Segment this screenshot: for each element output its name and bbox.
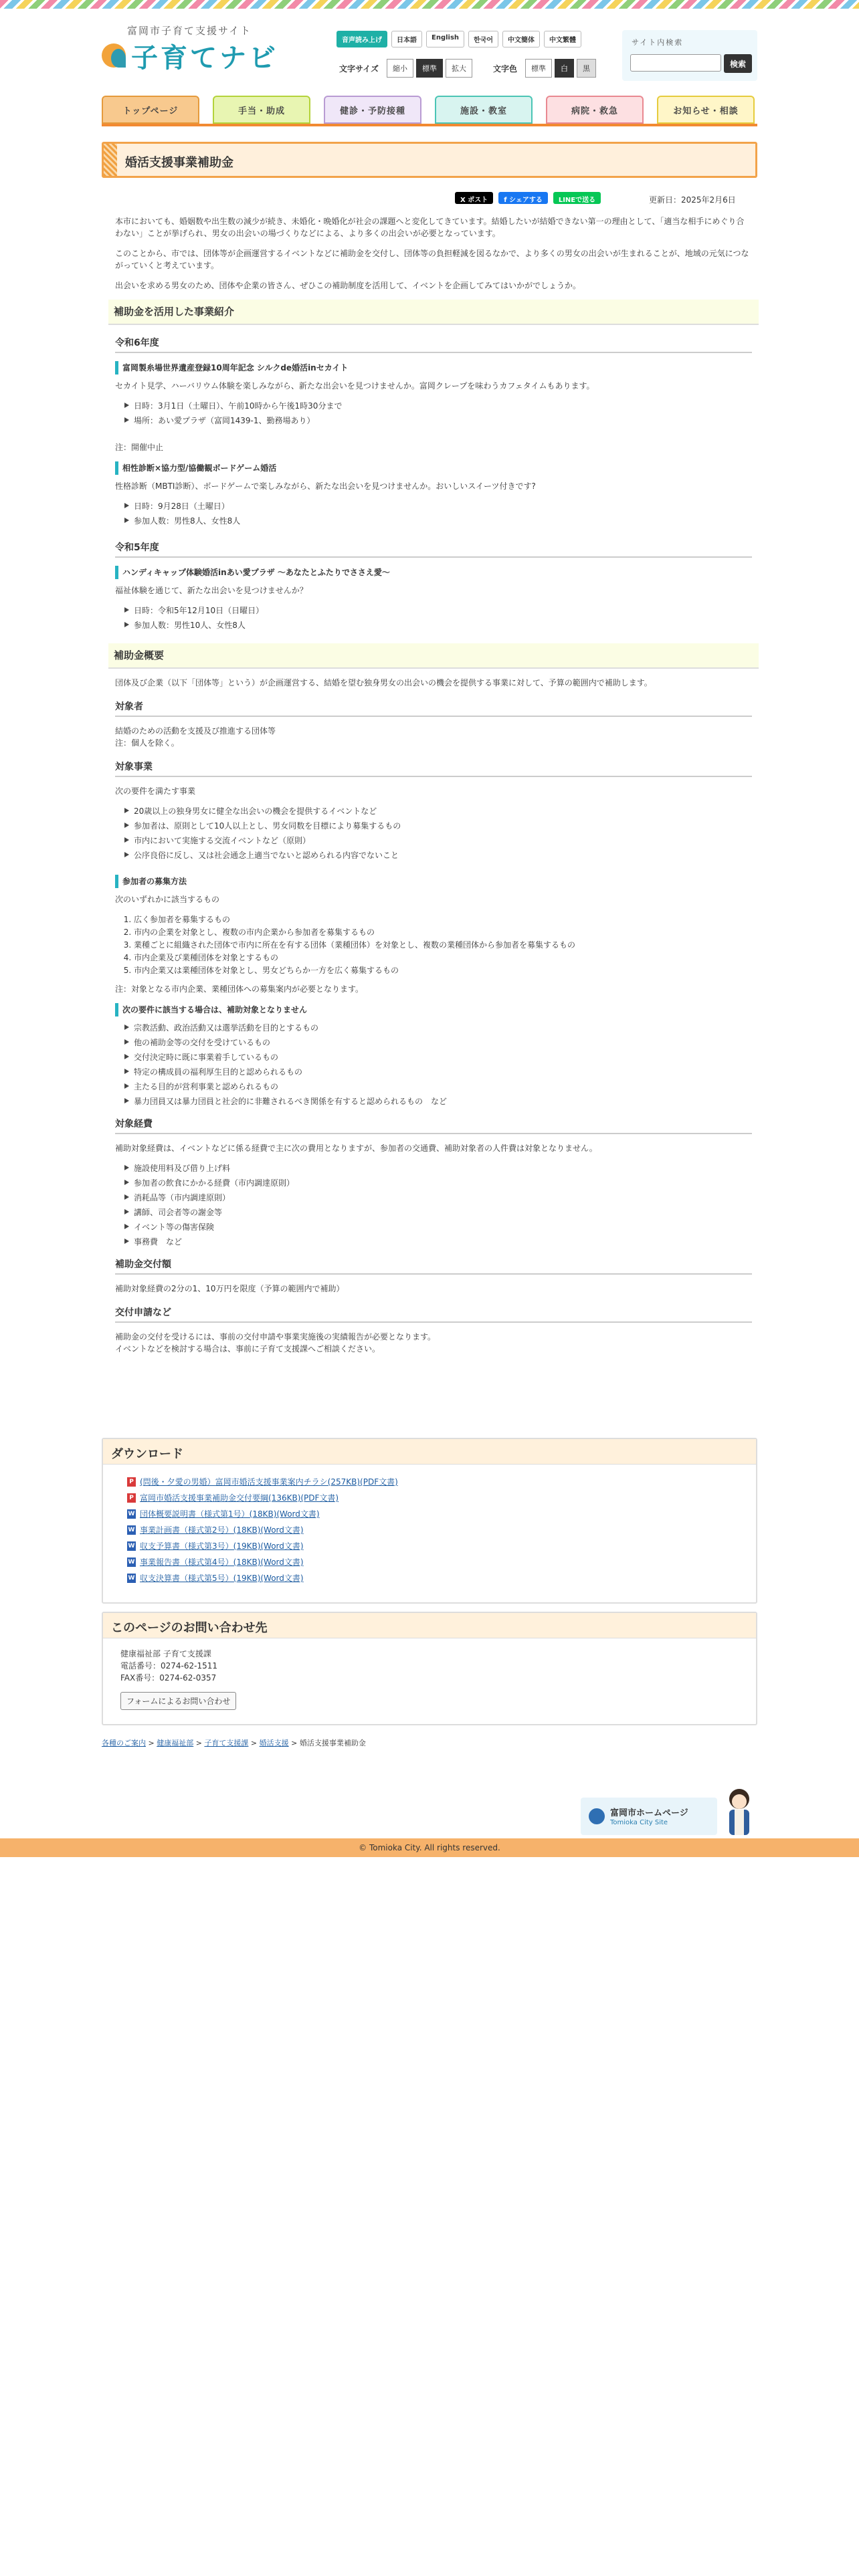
download-item <box>127 1554 756 1570</box>
overview-description: 団体及び企業（以下「団体等」という）が企画運営する、結婚を望む独身男女の出会いの機会を提供する事業に対して、予算の範囲内で補助します。 <box>115 678 652 687</box>
lang-chinese-traditional[interactable]: 中文繁體 <box>544 31 581 47</box>
site-logo-icon[interactable] <box>102 43 126 68</box>
download-link[interactable]: 事業計画書（様式第2号）(18KB)(Word文書) <box>140 1525 304 1535</box>
breadcrumb-link[interactable]: 健康福祉部 <box>157 1739 194 1747</box>
list-item: 参加者は、原則として10人以上とし、男女同数を目標により募集するもの <box>124 820 752 832</box>
lang-korean[interactable]: 한국어 <box>468 31 498 47</box>
share-buttons <box>455 192 601 204</box>
global-nav <box>102 96 755 124</box>
list-item: 5. 市内企業又は業種団体を対象とし、男女どちらか一方を広く募集するもの <box>134 964 752 976</box>
apply-text <box>115 1331 752 1355</box>
list-item: 公序良俗に反し、又は社会通念上適当でないと認められる内容でないこと <box>124 849 752 861</box>
list-item: 20歳以上の独身男女に健全な出会いの機会を提供するイベントなど <box>124 805 752 817</box>
site-logo[interactable]: 子育てナビ <box>131 43 278 74</box>
list-item: 3. 業種ごとに組織された団体で市内に所在を有する団体（業種団体）を対象とし、複数の業種団体から参加者を募集するもの <box>134 939 752 951</box>
business-requirements <box>124 805 752 861</box>
list-item: 市内において実施する交流イベントなど（原則） <box>124 835 752 847</box>
amount-description: 補助対象経費の2分の1、10万円を限度（予算の範囲内で補助） <box>115 1284 345 1293</box>
excluded-list <box>124 1022 752 1107</box>
text-size-label: 文字サイズ <box>339 64 379 74</box>
word-icon: W <box>128 1511 135 1517</box>
line-share-button[interactable]: LINEで送る <box>553 192 601 204</box>
section-heading: 補助金を活用した事業紹介 <box>108 300 759 325</box>
text-size-control <box>339 59 472 78</box>
intro-paragraph: 本市においても、婚姻数や出生数の減少が続き、未婚化・晩婚化が社会の課題へと変化してきています。結婚したいが結婚できない第一の理由として、「適当な相手にめぐり合わない」ことが挙げられ、男女の出会いの場づくりなどによる、より多くの出会いが必要となっています。 <box>115 217 745 238</box>
search-button[interactable]: 検索 <box>724 54 752 73</box>
download-link[interactable]: 富岡市婚活支援事業補助金交付要綱(136KB)(PDF文書) <box>140 1493 339 1503</box>
top-stripe <box>0 0 859 9</box>
search-input[interactable] <box>630 54 721 72</box>
word-icon: W <box>128 1543 135 1549</box>
site-search <box>622 30 757 81</box>
pdf-icon: P <box>127 1493 136 1503</box>
text-color-normal[interactable]: 標準 <box>525 59 552 78</box>
pdf-icon: P <box>127 1477 136 1487</box>
target-text <box>115 725 752 749</box>
list-item: 宗教活動、政治活動又は選挙活動を目的とするもの <box>124 1022 752 1034</box>
footer-copyright: © Tomioka City. All rights reserved. <box>0 1838 859 1857</box>
language-bar <box>337 31 581 47</box>
word-icon: W <box>128 1527 135 1533</box>
text-size-large[interactable]: 拡大 <box>446 59 472 78</box>
nav-tab-top[interactable]: トップページ <box>102 96 199 124</box>
download-item <box>127 1506 756 1522</box>
list-item: イベント等の傷害保険 <box>124 1221 752 1233</box>
nav-underline <box>102 124 757 126</box>
subsection-heading: 対象者 <box>115 697 752 717</box>
cost-list <box>124 1162 752 1248</box>
text-color-label: 文字色 <box>493 64 518 74</box>
download-link[interactable]: 収支予算書（様式第3号）(19KB)(Word文書) <box>140 1541 304 1551</box>
business-description: 次の要件を満たす事業 <box>115 786 196 796</box>
word-icon: W <box>128 1575 135 1582</box>
download-item <box>127 1522 756 1538</box>
updated-date: 更新日：2025年2月6日 <box>649 195 736 205</box>
download-link[interactable]: (問後・夕愛の男婚）富岡市婚活支援事業案内チラシ(257KB)(PDF文書) <box>140 1477 398 1487</box>
city-banner-title: 富岡市ホームページ <box>610 1808 688 1818</box>
breadcrumb-current: 婚活支援事業補助金 <box>299 1739 366 1747</box>
city-emblem-icon <box>589 1808 605 1824</box>
event-heading: ハンディキャップ体験婚活inあい愛プラザ 〜あなたとふたりでささえ愛〜 <box>115 566 752 579</box>
year-heading: 令和5年度 <box>115 538 752 558</box>
apply-line: 補助金の交付を受けるには、事前の交付申請や事業実施後の実績報告が必要となります。 <box>115 1332 436 1341</box>
subsection-heading: 対象事業 <box>115 757 752 777</box>
recruit-methods <box>134 914 752 976</box>
list-item: 1. 広く参加者を募集するもの <box>134 914 752 926</box>
text-size-small[interactable]: 縮小 <box>387 59 413 78</box>
facebook-share-button[interactable]: f シェアする <box>498 192 548 204</box>
page-title-box <box>102 142 757 178</box>
lang-japanese[interactable]: 日本語 <box>391 31 422 47</box>
section-heading: 補助金概要 <box>108 643 759 669</box>
target-line: 結婚のための活動を支援及び推進する団体等 <box>115 726 276 736</box>
apply-line: イベントなどを検討する場合は、事前に子育て支援課へご相談ください。 <box>115 1344 381 1354</box>
download-list <box>127 1474 756 1586</box>
download-link[interactable]: 収支決算書（様式第5号）(19KB)(Word文書) <box>140 1574 304 1583</box>
list-item: 交付決定時に既に事業着手しているもの <box>124 1051 752 1063</box>
word-icon: W <box>128 1559 135 1566</box>
download-link[interactable]: 事業報告書（様式第4号）(18KB)(Word文書) <box>140 1558 304 1567</box>
event-description: セカイト見学、ハーバリウム体験を楽しみながら、新たな出会いを見つけませんか。富岡クレープを味わうカフェタイムもあります。 <box>115 381 595 391</box>
download-item <box>127 1474 756 1490</box>
contact-title: このページのお問い合わせ先 <box>103 1613 756 1638</box>
list-item: 日時：3月1日（土曜日）、午前10時から午後1時30分まで <box>124 400 752 412</box>
download-box <box>102 1438 757 1604</box>
list-item: 消耗品等（市内調達原則） <box>124 1192 752 1204</box>
list-item: 4. 市内企業及び業種団体を対象とするもの <box>134 952 752 964</box>
list-item: 主たる目的が営利事業と認められるもの <box>124 1081 752 1093</box>
list-item: 事務費 など <box>124 1236 752 1248</box>
site-header <box>0 9 859 102</box>
event-details <box>124 605 752 631</box>
intro-paragraph: 出会いを求める男女のため、団体や企業の皆さん、ぜひこの補助制度を活用して、イベントを企画してみてはいかがでしょうか。 <box>115 281 581 290</box>
search-title: サイト内検索 <box>632 38 684 47</box>
list-item: 場所：あい愛プラザ（富岡1439-1、勤務場あり） <box>124 415 752 427</box>
city-homepage-banner[interactable] <box>581 1786 757 1838</box>
list-item: 参加者の飲食にかかる経費（市内調達原則） <box>124 1177 752 1189</box>
list-item: 参加人数：男性8人、女性8人 <box>124 515 752 527</box>
contact-form-button[interactable]: フォームによるお問い合わせ <box>120 1692 236 1710</box>
download-title: ダウンロード <box>103 1439 756 1465</box>
breadcrumb: 各種のご案内 > 健康福祉部 > 子育て支援課 > 婚活支援 > 婚活支援事業補助金 <box>102 1739 366 1747</box>
recruit-note: 注：対象となる市内企業、業種団体への募集案内が必要となります。 <box>115 984 364 994</box>
breadcrumb-link[interactable]: 子育て支援課 <box>204 1739 249 1747</box>
contact-box <box>102 1612 757 1725</box>
event-note: 注：開催中止 <box>115 443 164 452</box>
list-item: 暴力団員又は暴力団員と社会的に非難されるべき関係を有すると認められるもの など <box>124 1095 752 1107</box>
subsection-heading: 交付申請など <box>115 1303 752 1323</box>
event-heading: 相性診断×協力型/協働観ボードゲーム婚活 <box>115 461 752 475</box>
text-color-black[interactable]: 黒 <box>577 59 596 78</box>
text-size-normal[interactable]: 標準 <box>416 59 443 78</box>
breadcrumb-link[interactable]: 各種のご案内 <box>102 1739 146 1747</box>
list-item: 施設使用料及び借り上げ料 <box>124 1162 752 1174</box>
target-line: 注：個人を除く。 <box>115 738 179 748</box>
excluded-heading: 次の要件に該当する場合は、補助対象となりません <box>115 1003 752 1016</box>
list-item: 他の補助金等の交付を受けているもの <box>124 1037 752 1049</box>
subsection-heading: 対象経費 <box>115 1114 752 1134</box>
list-item: 講師、司会者等の謝金等 <box>124 1206 752 1218</box>
x-post-button[interactable]: X ポスト <box>455 192 493 204</box>
nav-tab-checkup[interactable]: 健診・予防接種 <box>324 96 421 124</box>
event-details <box>124 400 752 427</box>
contact-fax: FAX番号：0274-62-0357 <box>120 1673 217 1683</box>
cost-description: 補助対象経費は、イベントなどに係る経費で主に次の費用となりますが、参加者の交通費、補助対象者の人件費は対象となりません。 <box>115 1144 597 1153</box>
text-color-control <box>493 59 596 78</box>
recruit-heading: 参加者の募集方法 <box>115 875 752 888</box>
event-heading: 富岡製糸場世界遺産登録10周年記念 シルクde婚活inセカイト <box>115 361 752 374</box>
download-item <box>127 1570 756 1586</box>
subsection-heading: 補助金交付額 <box>115 1255 752 1275</box>
intro-paragraph: このことから、市では、団体等が企画運営するイベントなどに補助金を交付し、団体等の負担軽減を図るなかで、より多くの男女の出会いが生まれることが、地域の元気につながっていくと考えています。 <box>115 249 749 270</box>
site-subtitle: 富岡市子育て支援サイト <box>127 25 252 37</box>
nav-tab-allowance[interactable]: 手当・助成 <box>213 96 310 124</box>
list-item: 特定の構成員の福利厚生目的と認められるもの <box>124 1066 752 1078</box>
page-title: 婚活支援事業補助金 <box>125 156 233 170</box>
download-item <box>127 1490 756 1506</box>
city-banner-subtitle: Tomioka City Site <box>610 1819 668 1826</box>
lang-chinese-simplified[interactable]: 中文簡体 <box>502 31 540 47</box>
list-item: 2. 市内の企業を対象とし、複数の市内企業から参加者を募集するもの <box>134 926 752 938</box>
contact-phone: 電話番号：0274-62-1511 <box>120 1661 218 1671</box>
contact-department: 健康福祉部 子育て支援課 <box>120 1649 211 1658</box>
text-color-white[interactable]: 白 <box>555 59 574 78</box>
contact-info <box>120 1648 756 1684</box>
list-item: 日時：9月28日（土曜日） <box>124 500 752 512</box>
event-details <box>124 500 752 527</box>
list-item: 日時：令和5年12月10日（日曜日） <box>124 605 752 617</box>
download-item <box>127 1538 756 1554</box>
breadcrumb-link[interactable]: 婚活支援 <box>259 1739 289 1747</box>
lang-english[interactable]: English <box>426 31 464 47</box>
nav-tab-facilities[interactable]: 施設・教室 <box>435 96 533 124</box>
download-link[interactable]: 団体概要説明書（様式第1号）(18KB)(Word文書) <box>140 1509 320 1519</box>
list-item: 参加人数：男性10人、女性8人 <box>124 619 752 631</box>
event-description: 福祉体験を通じて、新たな出会いを見つけませんか？ <box>115 586 308 595</box>
main-content <box>115 215 752 1363</box>
year-heading: 令和6年度 <box>115 333 752 353</box>
read-aloud-button[interactable]: 音声読み上げ <box>337 31 387 47</box>
mascot-icon <box>721 1786 757 1838</box>
nav-tab-hospital[interactable]: 病院・救急 <box>546 96 644 124</box>
recruit-description: 次のいずれかに該当するもの <box>115 895 220 904</box>
event-description: 性格診断（MBTI診断）、ボードゲームで楽しみながら、新たな出会いを見つけませんか。おいしいスイーツ付きです? <box>115 481 536 491</box>
nav-tab-news[interactable]: お知らせ・相談 <box>657 96 755 124</box>
